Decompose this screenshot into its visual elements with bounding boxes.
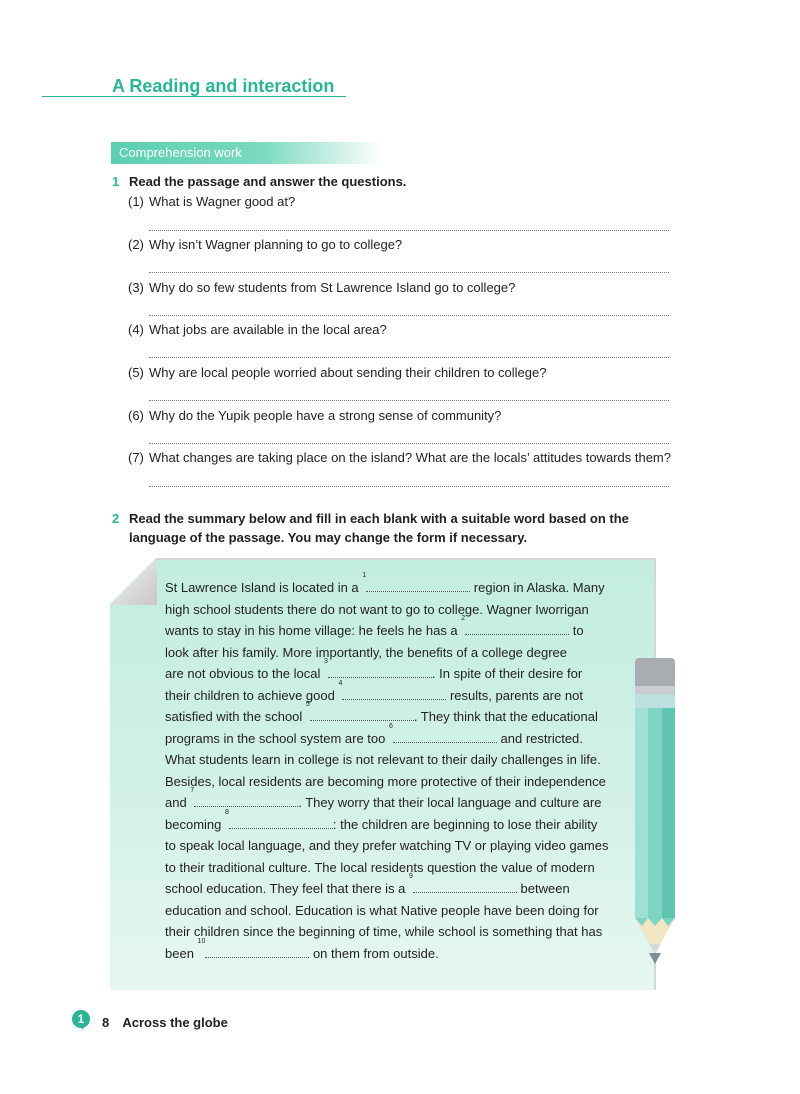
section-title-text: Reading and interaction: [129, 76, 335, 96]
pencil-icon: [630, 656, 680, 968]
blank-number: 4: [338, 679, 343, 687]
blank-2[interactable]: [465, 622, 569, 635]
sub-question-text: Why do so few students from St Lawrence Island go to college?: [149, 280, 516, 295]
passage-text: St Lawrence Island is located in a: [165, 580, 363, 595]
sub-question-text: What jobs are available in the local area?: [149, 322, 387, 337]
sub-question-number: (1): [128, 194, 144, 209]
question-instruction: Read the passage and answer the questions.: [129, 174, 407, 189]
passage-text: between: [516, 881, 570, 896]
passage-text: programs in the school system are too: [165, 730, 389, 746]
passage-text: and restricted.: [496, 730, 583, 746]
blank-number: 2: [461, 615, 466, 622]
blank-3[interactable]: [328, 665, 432, 678]
passage-text: wants to stay in his home village: he feels he has a: [165, 623, 462, 638]
passage-text: are not obvious to the local: [165, 666, 324, 681]
passage-text: on them from outside.: [309, 945, 439, 961]
passage-text: to: [569, 623, 584, 638]
banner-label: Comprehension work: [119, 145, 242, 160]
passage-line: What students learn in college is not relevant to their daily challenges in life.: [165, 752, 601, 767]
answer-line[interactable]: [149, 400, 669, 401]
passage-text: satisfied with the school: [165, 709, 306, 724]
sub-question-text: What changes are taking place on the island? What are the locals’ attitudes towards them?: [149, 450, 671, 465]
blank-10[interactable]: [205, 945, 309, 958]
sub-question-text: Why are local people worried about sending their children to college?: [149, 365, 547, 380]
sub-question-text: Why do the Yupik people have a strong sense of community?: [149, 408, 502, 423]
passage-text: . In spite of their desire for: [431, 666, 583, 681]
answer-line[interactable]: [149, 315, 669, 316]
summary-passage: [165, 572, 615, 964]
passage-text: : the children are beginning to lose their ability: [332, 816, 598, 832]
unit-badge: 1: [72, 1010, 90, 1028]
sub-question-number: (7): [128, 450, 144, 465]
passage-line: their children since the beginning of time, while school is something that has: [165, 924, 603, 939]
sub-question-number: (2): [128, 237, 144, 252]
answer-line[interactable]: [149, 357, 669, 358]
passage-text: results, parents are not: [446, 687, 583, 703]
question-instruction-line-2: language of the passage. You may change the form if necessary.: [129, 530, 528, 545]
page-footer: [102, 1015, 228, 1030]
passage-text: . They worry that their local language and culture are: [298, 795, 602, 810]
passage-text: becoming: [165, 816, 225, 832]
blank-number: 9: [409, 873, 413, 880]
sub-question-number: (4): [128, 322, 144, 337]
unit-title: Across the globe: [122, 1015, 228, 1030]
blank-9[interactable]: [413, 880, 517, 893]
sub-question-text: Why isn’t Wagner planning to go to college?: [149, 237, 403, 252]
blank-number: 6: [389, 722, 393, 730]
sub-question-number: (3): [128, 280, 144, 295]
passage-text: . They think that the educational: [413, 709, 598, 724]
blank-5[interactable]: [310, 708, 414, 721]
passage-line: education and school. Education is what Native people have been doing for: [165, 902, 599, 918]
passage-line: Besides, local residents are becoming more protective of their independence: [165, 773, 606, 789]
passage-line: look after his family. More importantly, the benefits of a college degree: [165, 644, 567, 660]
answer-line[interactable]: [149, 230, 669, 231]
blank-number: 8: [224, 808, 229, 816]
section-letter: A: [112, 76, 125, 96]
page-number: 8: [102, 1015, 110, 1030]
sub-question-number: (5): [128, 365, 144, 380]
note-top-edge: [156, 558, 656, 560]
answer-line[interactable]: [149, 272, 669, 273]
passage-text: been: [165, 945, 198, 961]
blank-1[interactable]: [366, 579, 470, 592]
blank-number: 3: [324, 658, 328, 665]
blank-number: 10: [197, 937, 206, 945]
answer-line[interactable]: [149, 486, 669, 487]
passage-text: and: [165, 795, 191, 810]
passage-line: to their traditional culture. The local residents question the value of modern: [165, 859, 595, 875]
sub-question-number: (6): [128, 408, 144, 423]
passage-line: to speak local language, and they prefer watching TV or playing video games: [165, 838, 609, 853]
question-instruction-line-1: Read the summary below and fill in each blank with a suitable word based on the: [129, 511, 629, 526]
question-number: 2: [112, 511, 120, 526]
section-divider: [42, 96, 346, 97]
passage-text: school education. They feel that there is a: [165, 881, 410, 896]
passage-line: high school students there do not want to go to college. Wagner Iworrigan: [165, 601, 589, 617]
blank-number: 1: [362, 572, 367, 579]
section-title: [112, 76, 334, 97]
sub-question-text: What is Wagner good at?: [149, 194, 296, 209]
answer-line[interactable]: [149, 443, 669, 444]
passage-text: region in Alaska. Many: [470, 580, 605, 595]
blank-4[interactable]: [342, 687, 446, 700]
passage-text: their children to achieve good: [165, 687, 339, 703]
blank-6[interactable]: [393, 730, 497, 743]
blank-8[interactable]: [229, 816, 333, 829]
blank-7[interactable]: [194, 794, 298, 807]
question-number: 1: [112, 174, 120, 189]
blank-number: 7: [190, 787, 195, 794]
blank-number: 5: [305, 701, 310, 708]
comprehension-banner: [111, 142, 383, 164]
